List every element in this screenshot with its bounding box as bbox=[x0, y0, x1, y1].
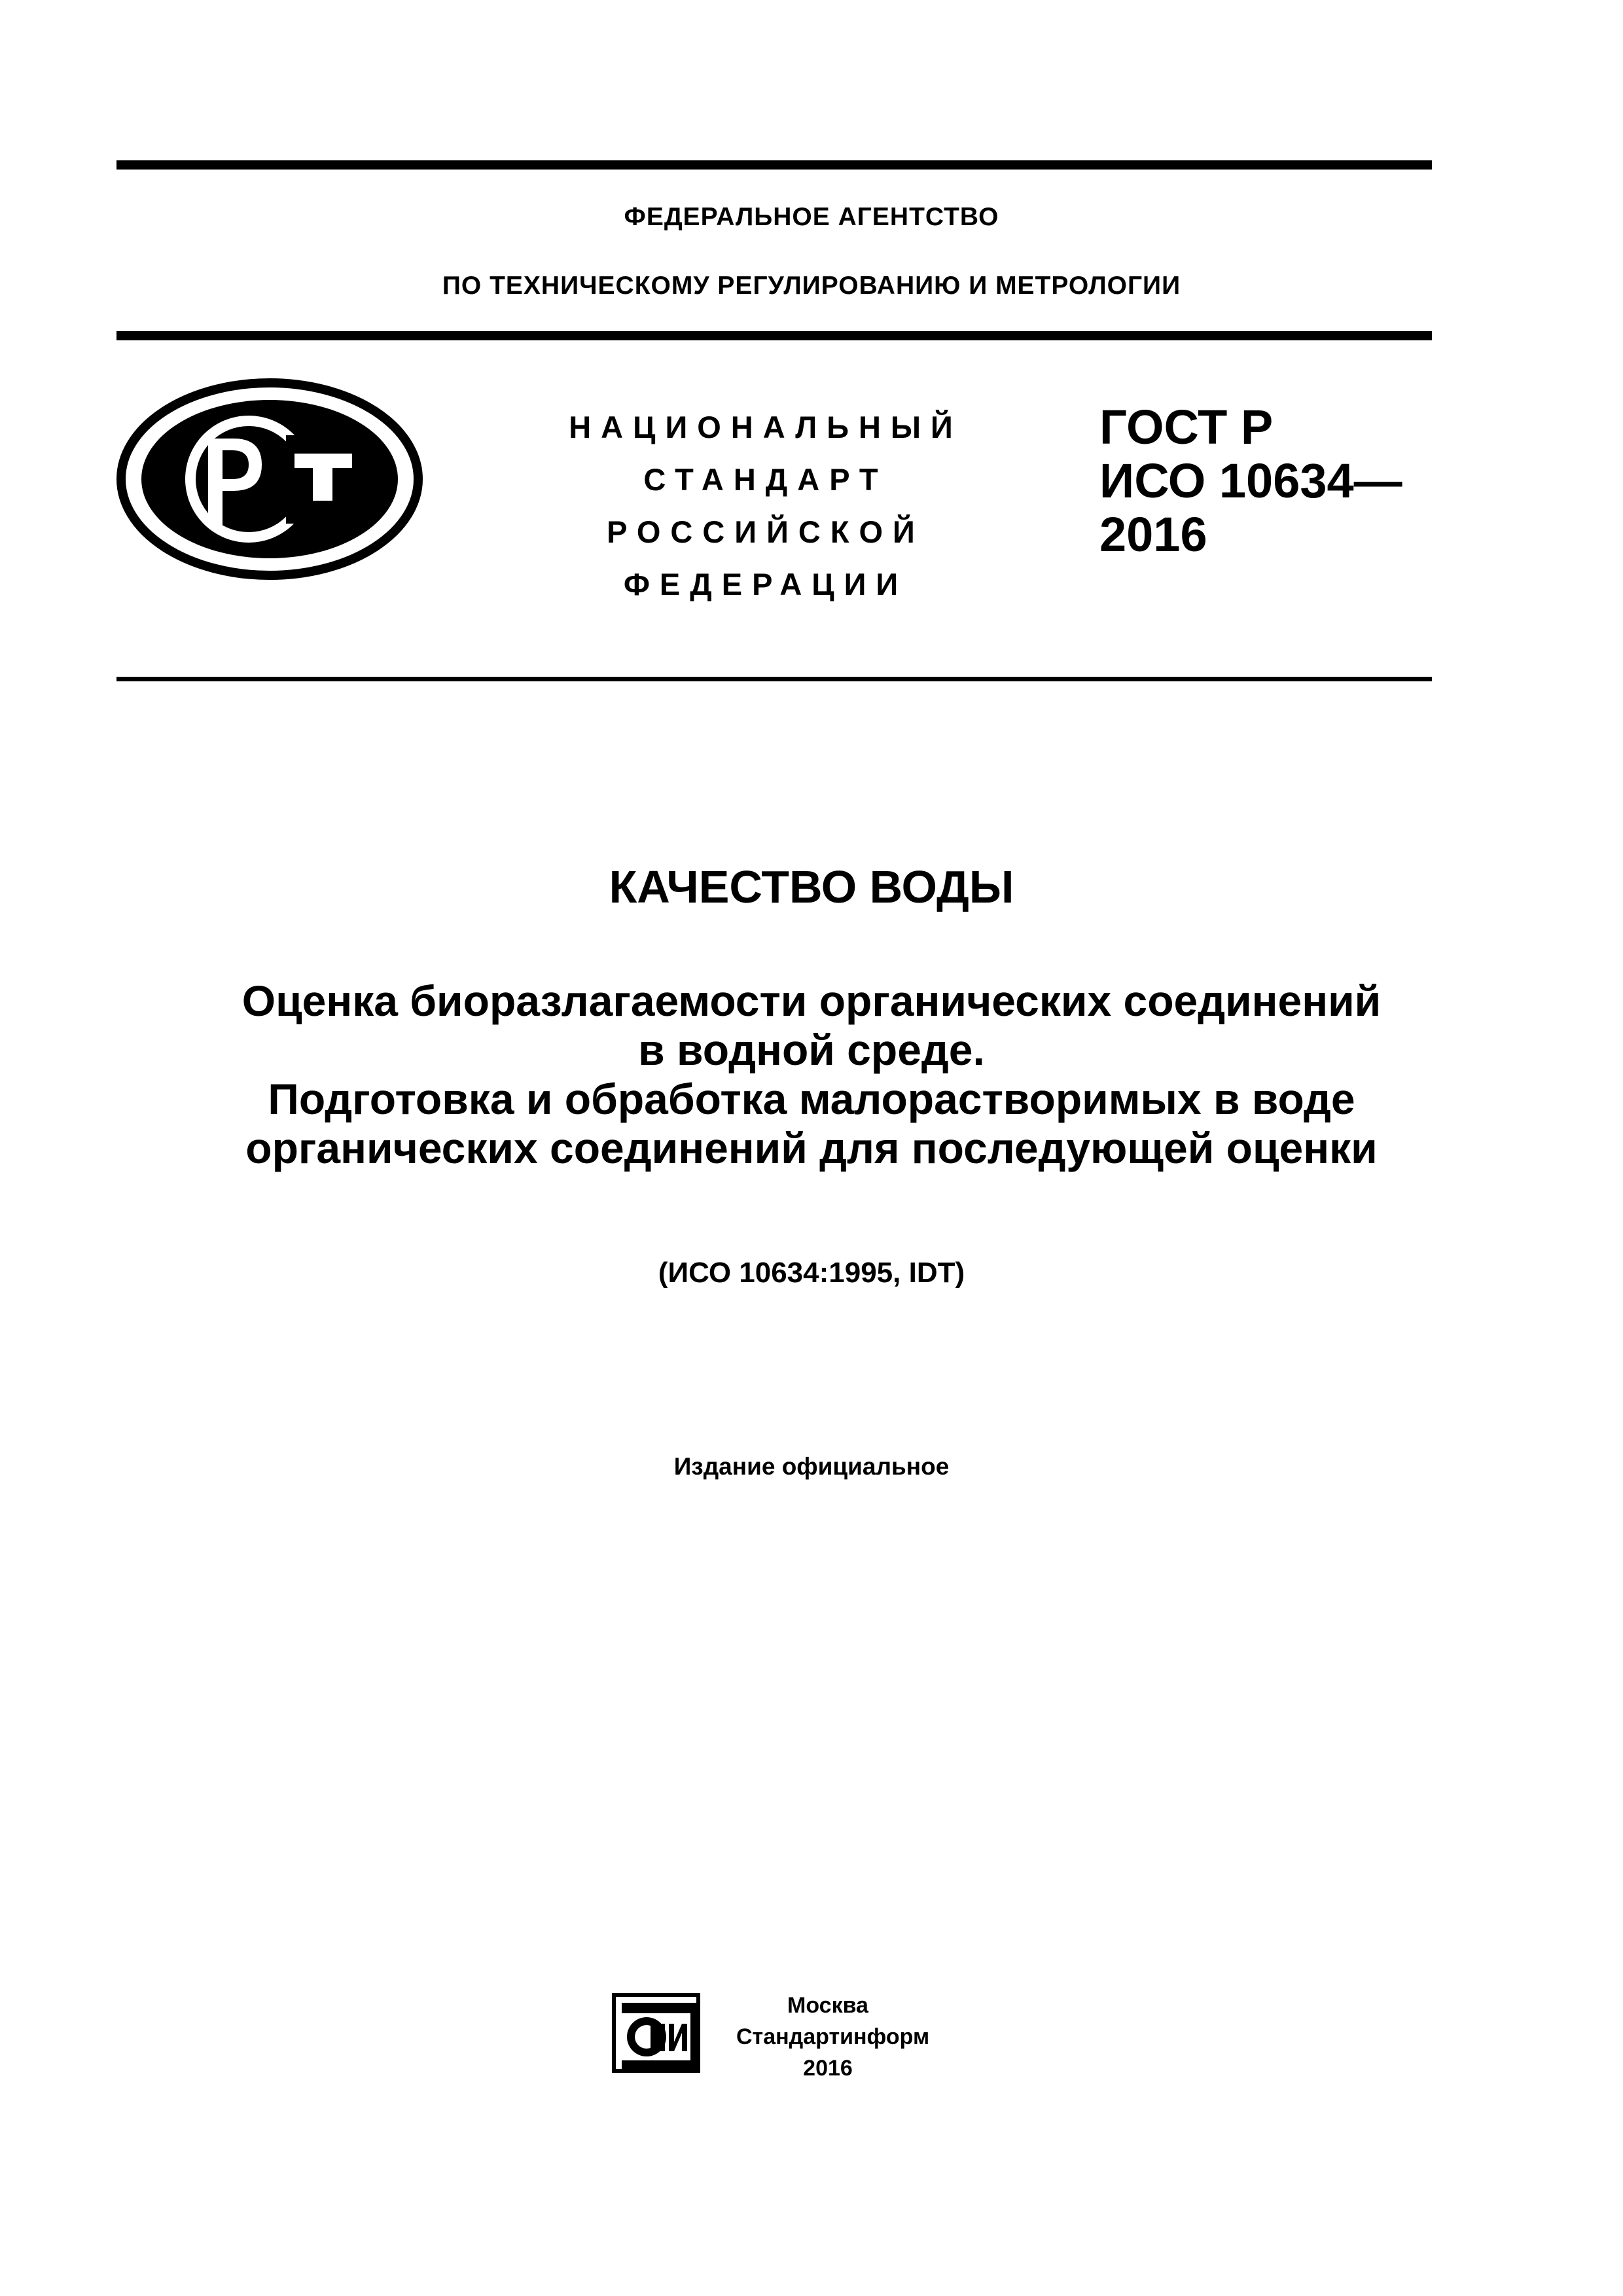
agency-bottom-rule bbox=[116, 331, 1432, 340]
publisher-info bbox=[736, 1990, 930, 2084]
subtitle-line: Подготовка и обработка малорастворимых в воде bbox=[268, 1075, 1355, 1123]
agency-name-line-2: ПО ТЕХНИЧЕСКОМУ РЕГУЛИРОВАНИЮ И МЕТРОЛОГИИ bbox=[442, 272, 1181, 300]
subtitle-line: в водной среде. bbox=[638, 1026, 985, 1074]
subtitle-line: органических соединений для последующей оценки bbox=[245, 1124, 1378, 1172]
agency-name-line-1: ФЕДЕРАЛЬНОЕ АГЕНТСТВО bbox=[624, 203, 999, 231]
national-standard-line-2: СТАНДАРТ bbox=[643, 462, 888, 497]
iso-reference: (ИСО 10634:1995, IDT) bbox=[658, 1257, 965, 1289]
subtitle-line: Оценка биоразлагаемости органических соединений bbox=[241, 977, 1382, 1025]
publisher-city: Москва bbox=[787, 1993, 868, 2018]
edition-note: Издание официальное bbox=[673, 1453, 950, 1480]
document-title: КАЧЕСТВО ВОДЫ bbox=[609, 861, 1014, 912]
standard-designation-line-1: ГОСТ Р bbox=[1099, 400, 1274, 454]
publisher-year: 2016 bbox=[803, 2056, 853, 2081]
document-subtitle bbox=[79, 977, 1544, 1173]
standard-designation-line-2: ИСО 10634— bbox=[1099, 454, 1402, 508]
standard-designation-line-3: 2016 bbox=[1099, 507, 1207, 562]
national-standard-line-3: РОССИЙСКОЙ bbox=[607, 514, 925, 549]
publisher-name: Стандартинформ bbox=[736, 2024, 930, 2049]
header-bottom-rule bbox=[116, 677, 1432, 681]
national-standard-line-1: НАЦИОНАЛЬНЫЙ bbox=[569, 410, 963, 444]
top-rule bbox=[116, 160, 1432, 170]
standartinform-logo-icon bbox=[609, 1990, 704, 2076]
rst-gost-logo-icon bbox=[115, 376, 425, 583]
national-standard-line-4: ФЕДЕРАЦИИ bbox=[623, 567, 908, 601]
